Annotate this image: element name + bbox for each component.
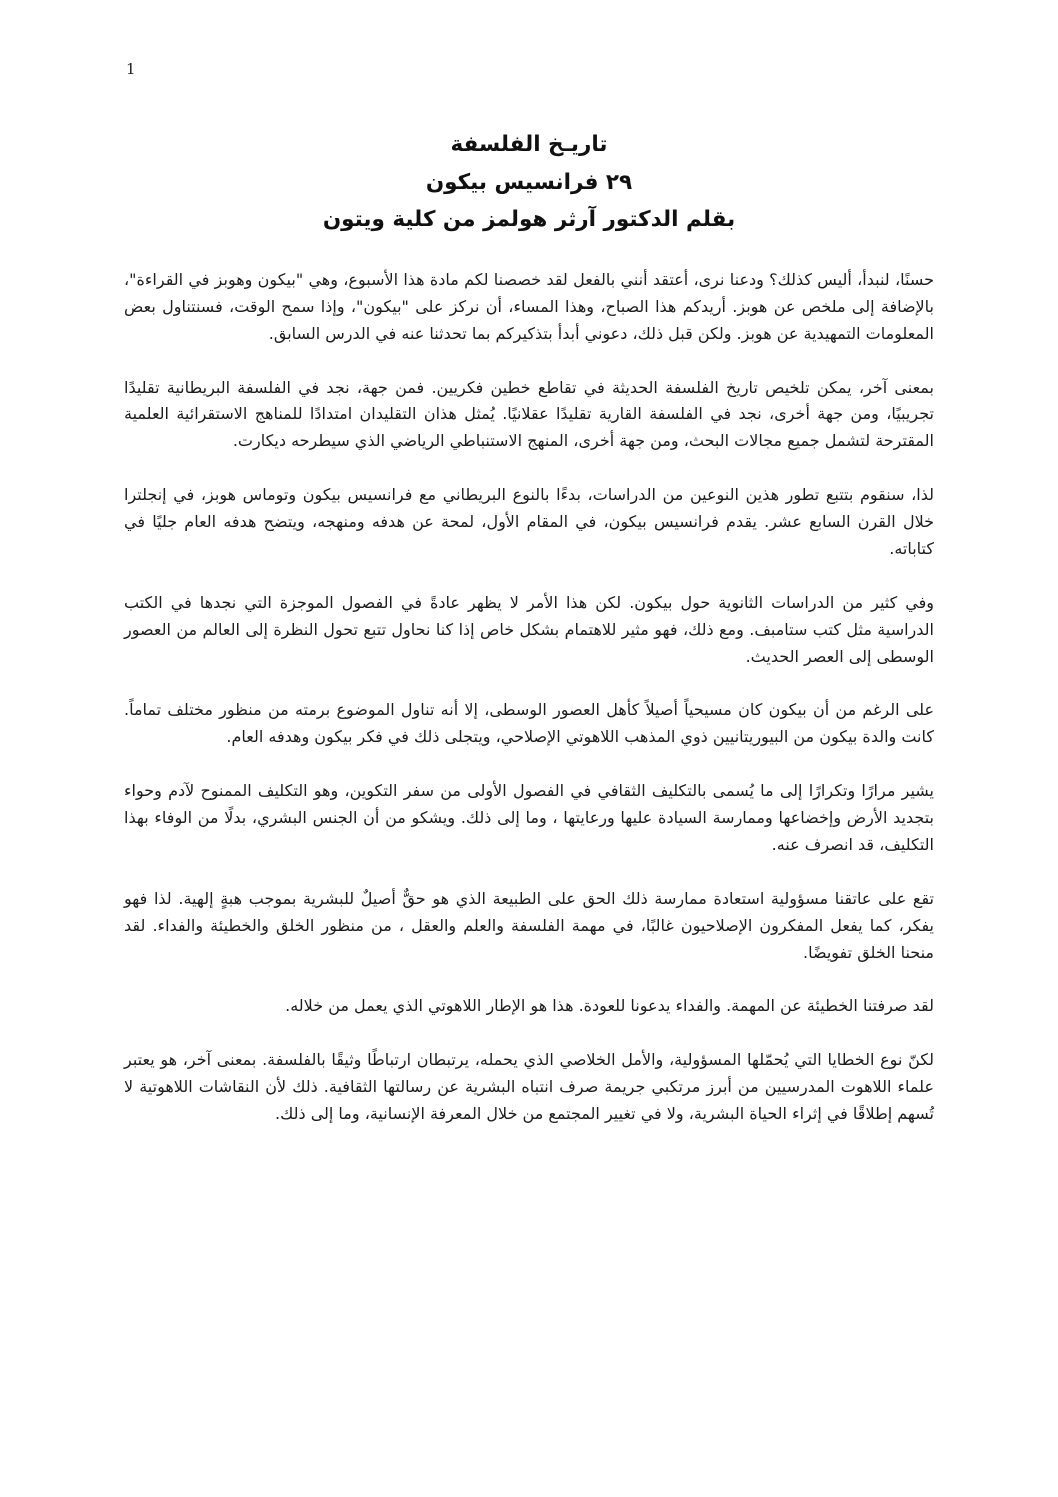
document-body — [124, 267, 934, 1128]
paragraph: لذا، سنقوم بتتبع تطور هذين النوعين من الدراسات، بدءًا بالنوع البريطاني مع فرانسيس بيكون وتوماس هوبز، في إنجلترا خلال القرن السابع عشر. يقدم فرانسيس بيكون، في المقام الأول، لمحة عن هدفه ومنهجه، ويتضح هدفه العام جليًا في كتاباته. — [124, 485, 934, 558]
paragraph: يشير مرارًا وتكرارًا إلى ما يُسمى بالتكليف الثقافي في الفصول الأولى من سفر التكوين، وهو التكليف الممنوح لآدم وحواء بتجديد الأرض وإخضاعها وممارسة السيادة عليها ورعايتها ، وما إلى ذلك. ويشكو من أن الجنس البشري، بدلًا من الوفاء بهذا التكليف، قد انصرف عنه. — [124, 781, 934, 854]
document-byline: بقلم الدكتور آرثر هولمز من كلية ويتون — [322, 207, 736, 233]
document-title: تاريـخ الفلسفة — [450, 132, 608, 157]
document-subtitle: ٢٩ فرانسيس بيكون — [425, 169, 633, 195]
paragraph: بمعنى آخر، يمكن تلخيص تاريخ الفلسفة الحديثة في تقاطع خطين فكريين. فمن جهة، نجد في الفلسفة البريطانية تقليدًا تجريبيًا، ومن جهة أخرى، نجد في الفلسفة القارية تقليدًا عقلانيًا. يُمثل هذان التقليدان امتدادًا للمناهج الاستقرائية العلمية المقترحة لتشمل جميع مجالات البحث، ومن جهة أخرى، المنهج الاستنباطي الرياضي الذي سيطرحه ديكارت. — [124, 377, 934, 451]
paragraph: حسنًا، لنبدأ، أليس كذلك؟ ودعنا نرى، أعتقد أنني بالفعل لقد خصصنا لكم مادة هذا الأسبوع، وهي "بيكون وهوبز في القراءة"، بالإضافة إلى ملخص عن هوبز. أريدكم هذا الصباح، وهذا المساء، أن نركز على "بيكون"، وإذا سمح الوقت، فسنتناول بعض المعلومات التمهيدية عن هوبز. ولكن قبل ذلك، دعوني أبدأ بتذكيركم بما تحدثنا عنه في الدرس السابق. — [124, 269, 934, 343]
paragraph: على الرغم من أن بيكون كان مسيحياً أصيلاً كأهل العصور الوسطى، إلا أنه تناول الموضوع برمته من منظور مختلف تماماً. كانت والدة بيكون من البيوريتانيين ذوي المذهب اللاهوتي الإصلاحي، ويتجلى ذلك في فكر بيكون وهدفه العام. — [124, 700, 934, 747]
paragraph: لكنّ نوع الخطايا التي يُحمّلها المسؤولية، والأمل الخلاصي الذي يحمله، يرتبطان ارتباطًا وثيقًا بالفلسفة. بمعنى آخر، هو يعتبر علماء اللاهوت المدرسيين من أبرز مرتكبي جريمة صرف انتباه البشرية عن رسالتها الثقافية. ذلك لأن النقاشات اللاهوتية لا تُسهم إطلاقًا في إثراء الحياة البشرية، ولا في تغيير المجتمع من خلال المعرفة الإنسانية، وما إلى ذلك. — [124, 1050, 934, 1123]
document-header — [124, 126, 934, 239]
document-content — [124, 126, 934, 1155]
page-number: 1 — [126, 60, 136, 78]
paragraph: وفي كثير من الدراسات الثانوية حول بيكون. لكن هذا الأمر لا يظهر عادةً في الفصول الموجزة التي نجدها في الكتب الدراسية مثل كتب ستامبف. ومع ذلك، فهو مثير للاهتمام بشكل خاص إذا كنا نحاول تتبع تحول النظرة إلى العالم من العصور الوسطى إلى العصر الحديث. — [124, 592, 934, 666]
paragraph: تقع على عاتقنا مسؤولية استعادة ممارسة ذلك الحق على الطبيعة الذي هو حقٌّ أصيلٌ للبشرية بموجب هبةٍ إلهية. لذا فهو يفكر، كما يفعل المفكرون الإصلاحيون غالبًا، في مهمة الفلسفة والعلم والعقل ، من منظور الخلق والخطيئة والفداء. لقد منحنا الخلق تفويضًا. — [124, 888, 934, 962]
paragraph: لقد صرفتنا الخطيئة عن المهمة. والفداء يدعونا للعودة. هذا هو الإطار اللاهوتي الذي يعمل من خلاله. — [285, 996, 934, 1016]
